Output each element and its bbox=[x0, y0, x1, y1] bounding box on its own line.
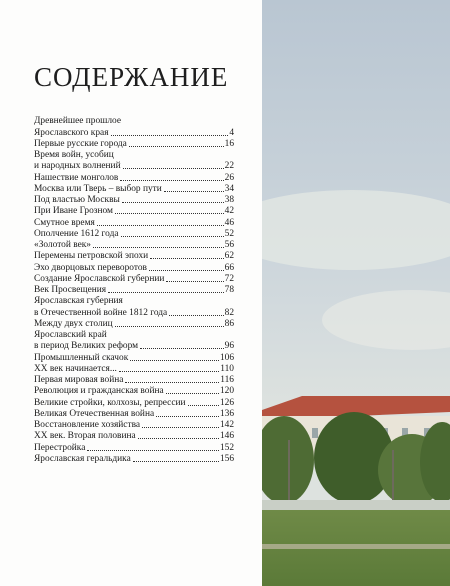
toc-entry-page: 146 bbox=[219, 431, 234, 442]
dot-leader bbox=[120, 180, 223, 181]
toc-entry bbox=[34, 251, 234, 262]
toc-entry bbox=[34, 262, 234, 273]
toc-entry-page: 26 bbox=[224, 172, 234, 183]
toc-entry-page: 52 bbox=[224, 228, 234, 239]
toc-entry-title: Время войн, усобиц bbox=[34, 150, 114, 160]
toc-entry-page: 110 bbox=[220, 363, 234, 374]
toc-entry bbox=[34, 195, 234, 206]
toc-entry bbox=[34, 442, 234, 453]
toc-entry bbox=[34, 352, 234, 363]
toc-entry-page: 106 bbox=[219, 352, 234, 363]
toc-entry-title: Век Просвещения bbox=[34, 285, 107, 295]
dot-leader bbox=[166, 281, 223, 282]
cover-photo bbox=[262, 0, 450, 586]
toc-entry-title: Смутное время bbox=[34, 217, 95, 228]
toc-entry-title: Восстановление хозяйства bbox=[34, 420, 141, 430]
toc-entry bbox=[34, 127, 234, 138]
toc-entry-title: Между двух столиц bbox=[34, 318, 113, 329]
toc-entry-title: Революция и гражданская война bbox=[34, 386, 164, 397]
toc-entry bbox=[34, 274, 234, 285]
toc-entry-title: Первая мировая война bbox=[34, 375, 124, 385]
toc-entry-page: 82 bbox=[224, 307, 234, 318]
dot-leader bbox=[140, 348, 224, 349]
dot-leader bbox=[169, 315, 223, 316]
dot-leader bbox=[156, 416, 219, 417]
toc-entry-title: Ярославского края bbox=[34, 127, 109, 138]
toc-entry-page: 56 bbox=[224, 240, 234, 250]
toc-entry-page: 136 bbox=[219, 408, 234, 419]
dot-leader bbox=[166, 393, 219, 394]
dot-leader bbox=[164, 191, 224, 192]
dot-leader bbox=[150, 258, 223, 259]
toc-entry-page: 62 bbox=[224, 251, 234, 262]
toc-entry-page: 22 bbox=[224, 161, 234, 172]
toc-entry-title: XX век. Вторая половина bbox=[34, 431, 136, 442]
toc-entry-page: 4 bbox=[229, 127, 234, 138]
toc-entry bbox=[34, 285, 234, 296]
toc-entry bbox=[34, 307, 234, 318]
toc-entry bbox=[34, 217, 234, 228]
toc-entry bbox=[34, 150, 234, 161]
dot-leader bbox=[119, 371, 219, 372]
toc-entry-title: Создание Ярославской губернии bbox=[34, 273, 165, 284]
dot-leader bbox=[133, 461, 219, 462]
toc-entry bbox=[34, 139, 234, 150]
dot-leader bbox=[142, 427, 219, 428]
toc-entry bbox=[34, 296, 234, 307]
toc-entry-page: 142 bbox=[219, 420, 234, 430]
toc-entry bbox=[34, 397, 234, 408]
toc-entry-title: Великая Отечественная война bbox=[34, 408, 155, 419]
dot-leader bbox=[149, 270, 224, 271]
dot-leader bbox=[97, 225, 224, 226]
dot-leader bbox=[130, 360, 219, 361]
toc-entry-page: 78 bbox=[224, 285, 234, 295]
toc-entry bbox=[34, 240, 234, 251]
toc-entry-page: 96 bbox=[224, 341, 234, 352]
toc-entry-page: 156 bbox=[219, 453, 234, 464]
toc-entry bbox=[34, 420, 234, 431]
toc-entry-title: Ярославский край bbox=[34, 330, 107, 340]
dot-leader bbox=[87, 450, 219, 451]
dot-leader bbox=[111, 135, 229, 136]
toc-entry-page: 66 bbox=[224, 262, 234, 273]
toc-entry bbox=[34, 409, 234, 420]
toc-entry-title: Первые русские города bbox=[34, 138, 127, 149]
toc-entry bbox=[34, 386, 234, 397]
toc-entry bbox=[34, 330, 234, 341]
toc-entry bbox=[34, 341, 234, 352]
dot-leader bbox=[115, 326, 224, 327]
toc-entry bbox=[34, 184, 234, 195]
dot-leader bbox=[122, 202, 224, 203]
toc-entry-page: 38 bbox=[224, 195, 234, 205]
toc-entry-title: Москва или Тверь – выбор пути bbox=[34, 183, 162, 194]
toc-entry bbox=[34, 206, 234, 217]
toc-entry-page: 42 bbox=[224, 206, 234, 217]
toc-entry-title: Под властью Москвы bbox=[34, 195, 120, 205]
dot-leader bbox=[138, 438, 219, 439]
dot-leader bbox=[108, 292, 224, 293]
toc-entry-title: «Золотой век» bbox=[34, 240, 91, 250]
toc-entry-page: 46 bbox=[224, 217, 234, 228]
toc-entry-title: Перестройка bbox=[34, 442, 86, 453]
toc-entry bbox=[34, 454, 234, 465]
dot-leader bbox=[129, 146, 224, 147]
toc-entry-title: Нашествие монголов bbox=[34, 172, 119, 183]
dot-leader bbox=[115, 213, 224, 214]
toc-entry-title: Промышленный скачок bbox=[34, 352, 129, 363]
dot-leader bbox=[123, 168, 224, 169]
toc-entry bbox=[34, 364, 234, 375]
toc-entry-title: и народных волнений bbox=[34, 161, 121, 172]
toc-entry-page: 16 bbox=[224, 138, 234, 149]
toc-entry bbox=[34, 431, 234, 442]
toc-entry-title: Древнейшее прошлое bbox=[34, 116, 122, 127]
toc-entry-title: Великие стройки, колхозы, репрессии bbox=[34, 397, 186, 408]
toc-entry-page: 86 bbox=[224, 318, 234, 329]
toc-entry-title: Ярославская геральдика bbox=[34, 453, 131, 464]
toc-entry-page: 152 bbox=[219, 442, 234, 453]
toc-entry bbox=[34, 116, 234, 127]
dot-leader bbox=[188, 405, 219, 406]
toc-entry-title: Ярославская губерния bbox=[34, 296, 123, 307]
toc-entry-title: Эхо дворцовых переворотов bbox=[34, 262, 147, 273]
toc-entry-title: в период Великих реформ bbox=[34, 341, 139, 352]
toc-entry bbox=[34, 375, 234, 386]
toc-entry-title: XX век начинается... bbox=[34, 363, 117, 374]
toc-entry bbox=[34, 161, 234, 172]
toc-entry-page: 34 bbox=[224, 183, 234, 194]
toc-entry-title: При Иване Грозном bbox=[34, 206, 113, 217]
toc-entry bbox=[34, 229, 234, 240]
toc-entry bbox=[34, 172, 234, 183]
toc-entry-page: 72 bbox=[224, 273, 234, 284]
dot-leader bbox=[93, 247, 224, 248]
toc-entry-title: в Отечественной войне 1812 года bbox=[34, 307, 168, 318]
toc-entry-page: 120 bbox=[219, 386, 234, 397]
toc-entry-title: Ополчение 1612 года bbox=[34, 228, 119, 239]
toc-entry-page: 116 bbox=[220, 375, 234, 385]
dot-leader bbox=[121, 236, 224, 237]
page-title: СОДЕРЖАНИЕ bbox=[34, 62, 229, 92]
toc-entry-title: Перемены петровской эпохи bbox=[34, 251, 149, 262]
table-of-contents bbox=[34, 116, 234, 465]
toc-entry-page: 126 bbox=[219, 397, 234, 408]
dot-leader bbox=[125, 382, 219, 383]
toc-entry bbox=[34, 319, 234, 330]
